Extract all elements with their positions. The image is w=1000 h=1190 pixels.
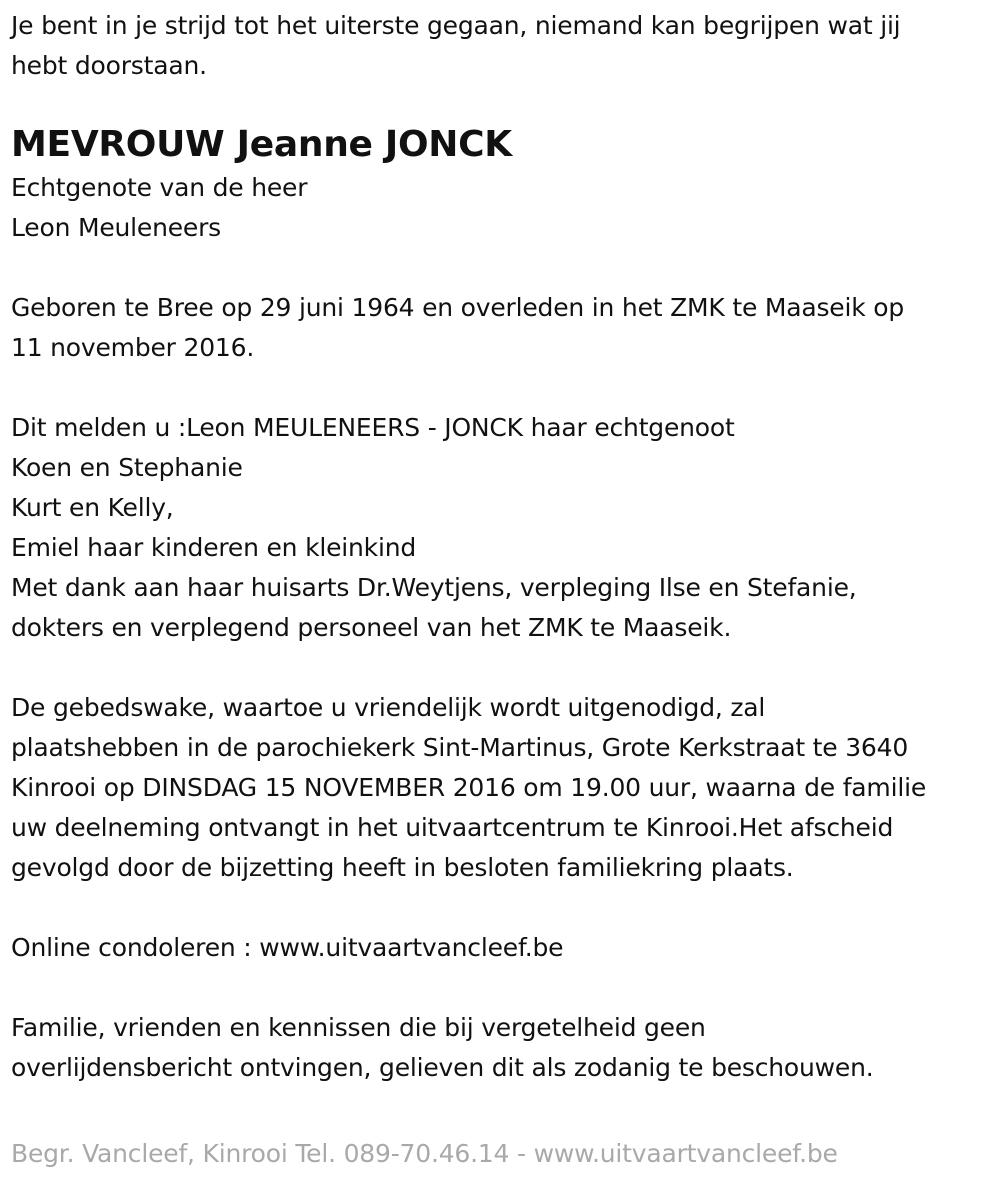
birth-death-line-1: Geboren te Bree op 29 juni 1964 en overleden in het ZMK te Maaseik op <box>11 293 905 322</box>
intro-line-2: hebt doorstaan. <box>11 51 207 80</box>
birth-death-line-2: 11 november 2016. <box>11 333 255 362</box>
wake-line: gevolgd door de bijzetting heeft in besloten familiekring plaats. <box>11 853 794 882</box>
wake-line: Kinrooi op DINSDAG 15 NOVEMBER 2016 om 19.00 uur, waarna de familie <box>11 773 926 802</box>
announcer-line: Dit melden u :Leon MEULENEERS - JONCK haar echtgenoot <box>11 413 735 442</box>
funeral-home-footer: Begr. Vancleef, Kinrooi Tel. 089-70.46.14 - www.uitvaartvancleef.be <box>11 1139 838 1168</box>
spacer <box>11 888 991 928</box>
notice-line-2: overlijdensbericht ontvingen, gelieven dit als zodanig te beschouwen. <box>11 1053 874 1082</box>
announcer-line: Koen en Stephanie <box>11 453 243 482</box>
thanks-line: dokters en verplegend personeel van het ZMK te Maaseik. <box>11 613 732 642</box>
spacer <box>11 968 991 1008</box>
announcers-block <box>11 408 991 648</box>
relation-line-1: Echtgenote van de heer <box>11 173 308 202</box>
deceased-name: MEVROUW Jeanne JONCK <box>11 124 512 165</box>
wake-block <box>11 688 991 888</box>
thanks-line: Met dank aan haar huisarts Dr.Weytjens, verpleging Ilse en Stefanie, <box>11 573 857 602</box>
announcer-line: Emiel haar kinderen en kleinkind <box>11 533 417 562</box>
online-condolence: Online condoleren : www.uitvaartvancleef.be <box>11 933 564 962</box>
obituary-notice <box>11 6 991 1088</box>
spacer <box>11 248 991 288</box>
spacer <box>11 368 991 408</box>
wake-line: uw deelneming ontvangt in het uitvaartcentrum te Kinrooi.Het afscheid <box>11 813 894 842</box>
announcer-line: Kurt en Kelly, <box>11 493 174 522</box>
spacer <box>11 648 991 688</box>
wake-line: De gebedswake, waartoe u vriendelijk wordt uitgenodigd, zal <box>11 693 766 722</box>
relation-line-2: Leon Meuleneers <box>11 213 221 242</box>
notice-line-1: Familie, vrienden en kennissen die bij vergetelheid geen <box>11 1013 706 1042</box>
intro-line-1: Je bent in je strijd tot het uiterste gegaan, niemand kan begrijpen wat jij <box>11 11 901 40</box>
wake-line: plaatshebben in de parochiekerk Sint-Martinus, Grote Kerkstraat te 3640 <box>11 733 909 762</box>
